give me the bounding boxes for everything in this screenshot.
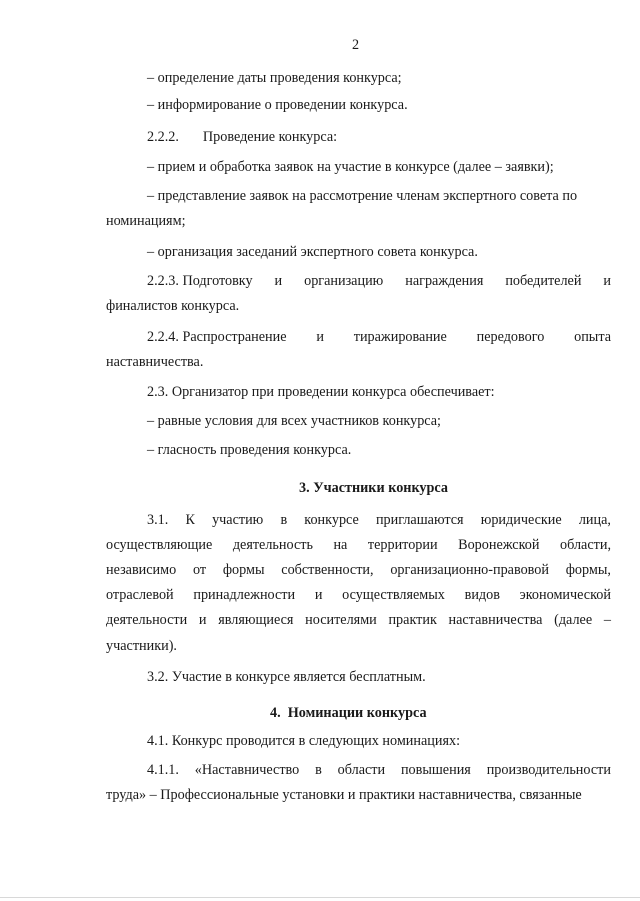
word: на (333, 537, 348, 553)
word: юридические (480, 512, 562, 528)
justified-line (106, 612, 611, 628)
word: формы, (565, 562, 611, 578)
word: формы (222, 562, 265, 578)
word: наставничества (448, 612, 543, 628)
text-line: – представление заявок на рассмотрение членам экспертного совета по (147, 188, 578, 204)
word: и (314, 587, 323, 603)
word: области (337, 762, 386, 778)
text-line: 3.2. Участие в конкурсе является бесплатным. (147, 669, 426, 685)
word: 4.1.1. (147, 762, 179, 778)
word: передового (476, 329, 545, 345)
word: лица, (578, 512, 611, 528)
text-line: – равные условия для всех участников конкурса; (147, 413, 442, 429)
text-line: – гласность проведения конкурса. (147, 442, 352, 458)
word: являющиеся (218, 612, 294, 628)
word: – (603, 612, 611, 628)
word: в (315, 762, 322, 778)
word: видов (464, 587, 500, 603)
text-line: – информирование о проведении конкурса. (147, 97, 408, 113)
word: организационно-правовой (390, 562, 549, 578)
word: приглашаются (375, 512, 464, 528)
word: К (185, 512, 195, 528)
word: собственности, (281, 562, 374, 578)
text-line: 2.3. Организатор при проведении конкурса обеспечивает: (147, 384, 495, 400)
justified-line (106, 587, 611, 603)
word: осуществляемых (342, 587, 445, 603)
word: осуществляющие (106, 537, 213, 553)
text-line: 4.1. Конкурс проводится в следующих номинациях: (147, 733, 461, 749)
clause-title: Проведение конкурса: (202, 129, 338, 145)
word: повышения (400, 762, 471, 778)
word: территории (367, 537, 438, 553)
section-heading: 4. Номинации конкурса (270, 705, 427, 721)
word: 3.1. (147, 512, 169, 528)
justified-line (147, 512, 611, 528)
word: от (192, 562, 207, 578)
word: участию (212, 512, 264, 528)
text-line: – определение даты проведения конкурса; (147, 70, 402, 86)
word: 2.2.4. Распространение (147, 329, 287, 345)
word: Воронежской (458, 537, 540, 553)
word: отраслевой (106, 587, 174, 603)
word: и (274, 273, 283, 289)
page-number: 2 (352, 37, 360, 53)
word: носителями (305, 612, 377, 628)
word: 2.2.3. Подготовку (147, 273, 253, 289)
word: «Наставничество (194, 762, 300, 778)
text-line: – организация заседаний экспертного совета конкурса. (147, 244, 478, 260)
word: и (603, 273, 611, 289)
justified-line (106, 537, 611, 553)
word: экономической (519, 587, 611, 603)
word: и (316, 329, 324, 345)
word: организацию (304, 273, 384, 289)
word: (далее (554, 612, 593, 628)
word: опыта (574, 329, 611, 345)
word: награждения (405, 273, 484, 289)
text-line: труда» – Профессиональные установки и практики наставничества, связанные (106, 787, 582, 803)
text-line: – прием и обработка заявок на участие в конкурсе (далее – заявки); (147, 159, 554, 175)
text-line: наставничества. (106, 354, 204, 370)
word: принадлежности (193, 587, 296, 603)
justified-line (147, 329, 611, 345)
word: деятельности (106, 612, 188, 628)
text-line: участники). (106, 638, 177, 654)
text-line: финалистов конкурса. (106, 298, 240, 314)
word: и (198, 612, 207, 628)
word: независимо (106, 562, 177, 578)
word: практик (388, 612, 437, 628)
word: области, (560, 537, 611, 553)
page-edge (0, 897, 640, 898)
word: тиражирование (353, 329, 447, 345)
justified-line (147, 762, 611, 778)
word: в (280, 512, 288, 528)
clause-number: 2.2.2. (147, 129, 179, 145)
word: производительности (486, 762, 611, 778)
word: конкурсе (304, 512, 359, 528)
justified-line (106, 562, 611, 578)
text-line: номинациям; (106, 213, 186, 229)
word: победителей (505, 273, 582, 289)
justified-line (147, 273, 611, 289)
section-heading: 3. Участники конкурса (299, 480, 448, 496)
word: деятельность (232, 537, 313, 553)
text-line (147, 129, 337, 145)
